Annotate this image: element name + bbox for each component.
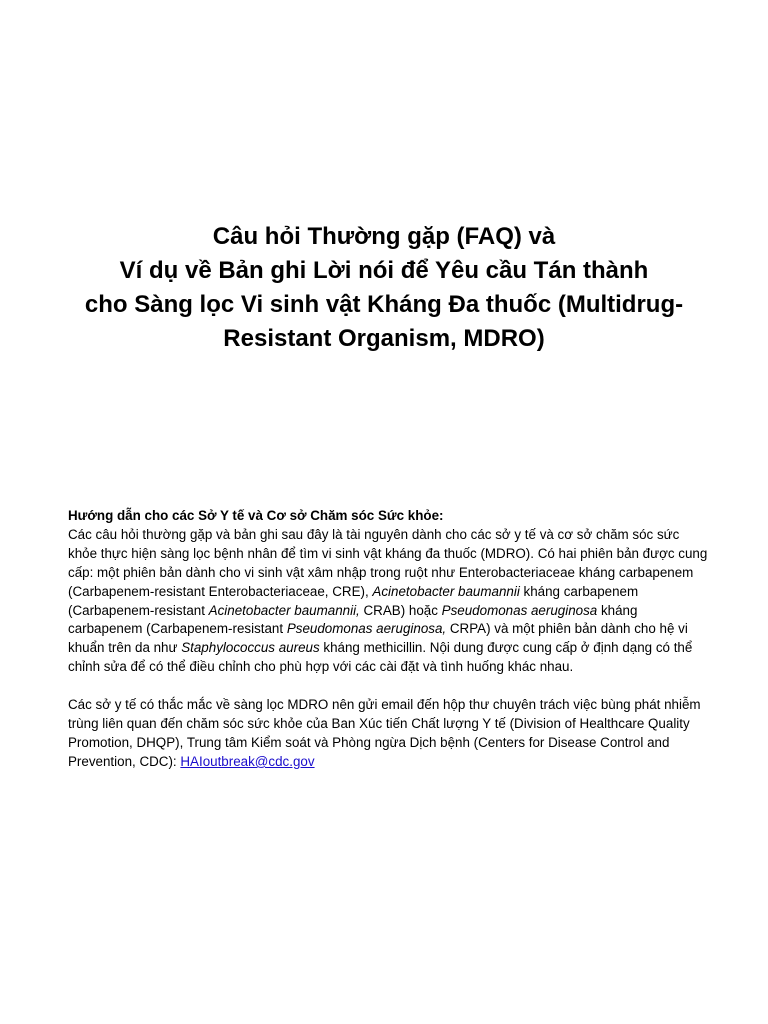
guidance-paragraph-1 xyxy=(68,526,708,677)
p1-italic-4: Pseudomonas aeruginosa, xyxy=(286,621,447,637)
document-title xyxy=(40,220,728,356)
title-line-4: Resistant Organism, MDRO) xyxy=(223,325,545,352)
p1-text-1: Các câu hỏi thường gặp và bản ghi sau đây là tài nguyên dành cho các sở y tế và cơ sở chăm sóc sức khỏe thực hiện sàng lọc bệnh nhân để tìm vi sinh vật kháng đa thuốc (MDRO). Có hai phiên bản được cung cấp: một phiên bản dành cho vi sinh vật xâm nhập trong ruột như Enterobacteriaceae kháng carbapenem (Carbapenem-resistant Enterobacteriaceae, CRE), xyxy=(68,526,708,599)
email-link[interactable]: HAIoutbreak@cdc.gov xyxy=(180,753,315,769)
title-line-3: cho Sàng lọc Vi sinh vật Kháng Đa thuốc (Multidrug- xyxy=(84,291,684,318)
p1-text-4: kháng carbapenem (Carbapenem-resistant xyxy=(68,602,638,637)
p1-italic-3: Pseudomonas aeruginosa xyxy=(441,602,598,618)
p1-text-3: CRAB) hoặc xyxy=(359,602,442,618)
p1-text-2: kháng carbapenem (Carbapenem-resistant xyxy=(68,583,639,618)
p1-italic-5: Staphylococcus aureus xyxy=(181,640,320,656)
p2-text: Các sở y tế có thắc mắc về sàng lọc MDRO nên gửi email đến hộp thư chuyên trách việc bùng phát nhiễm trùng liên quan đến chăm sóc sức khỏe của Ban Xúc tiến Chất lượng Y tế (Division of Healthcare Quality Promotion, DHQP), Trung tâm Kiểm soát và Phòng ngừa Dịch bệnh (Centers for Disease Control and Prevention, CDC): xyxy=(68,697,701,769)
p1-italic-1: Acinetobacter baumannii xyxy=(372,583,520,599)
guidance-heading: Hướng dẫn cho các Sở Y tế và Cơ sở Chăm sóc Sức khỏe: xyxy=(68,508,444,523)
p1-text-6: kháng methicillin. Nội dung được cung cấp ở định dạng có thể chỉnh sửa để có thể điều chỉnh cho phù hợp với các cài đặt và tình huống khác nhau. xyxy=(68,640,693,675)
p1-text-5: CRPA) và một phiên bản dành cho hệ vi khuẩn trên da như xyxy=(68,621,688,656)
title-line-2: Ví dụ về Bản ghi Lời nói để Yêu cầu Tán thành xyxy=(119,257,649,284)
p1-italic-2: Acinetobacter baumannii, xyxy=(208,602,360,618)
title-line-1: Câu hỏi Thường gặp (FAQ) và xyxy=(212,223,556,250)
guidance-paragraph-2 xyxy=(68,696,708,772)
guidance-section xyxy=(68,507,708,772)
